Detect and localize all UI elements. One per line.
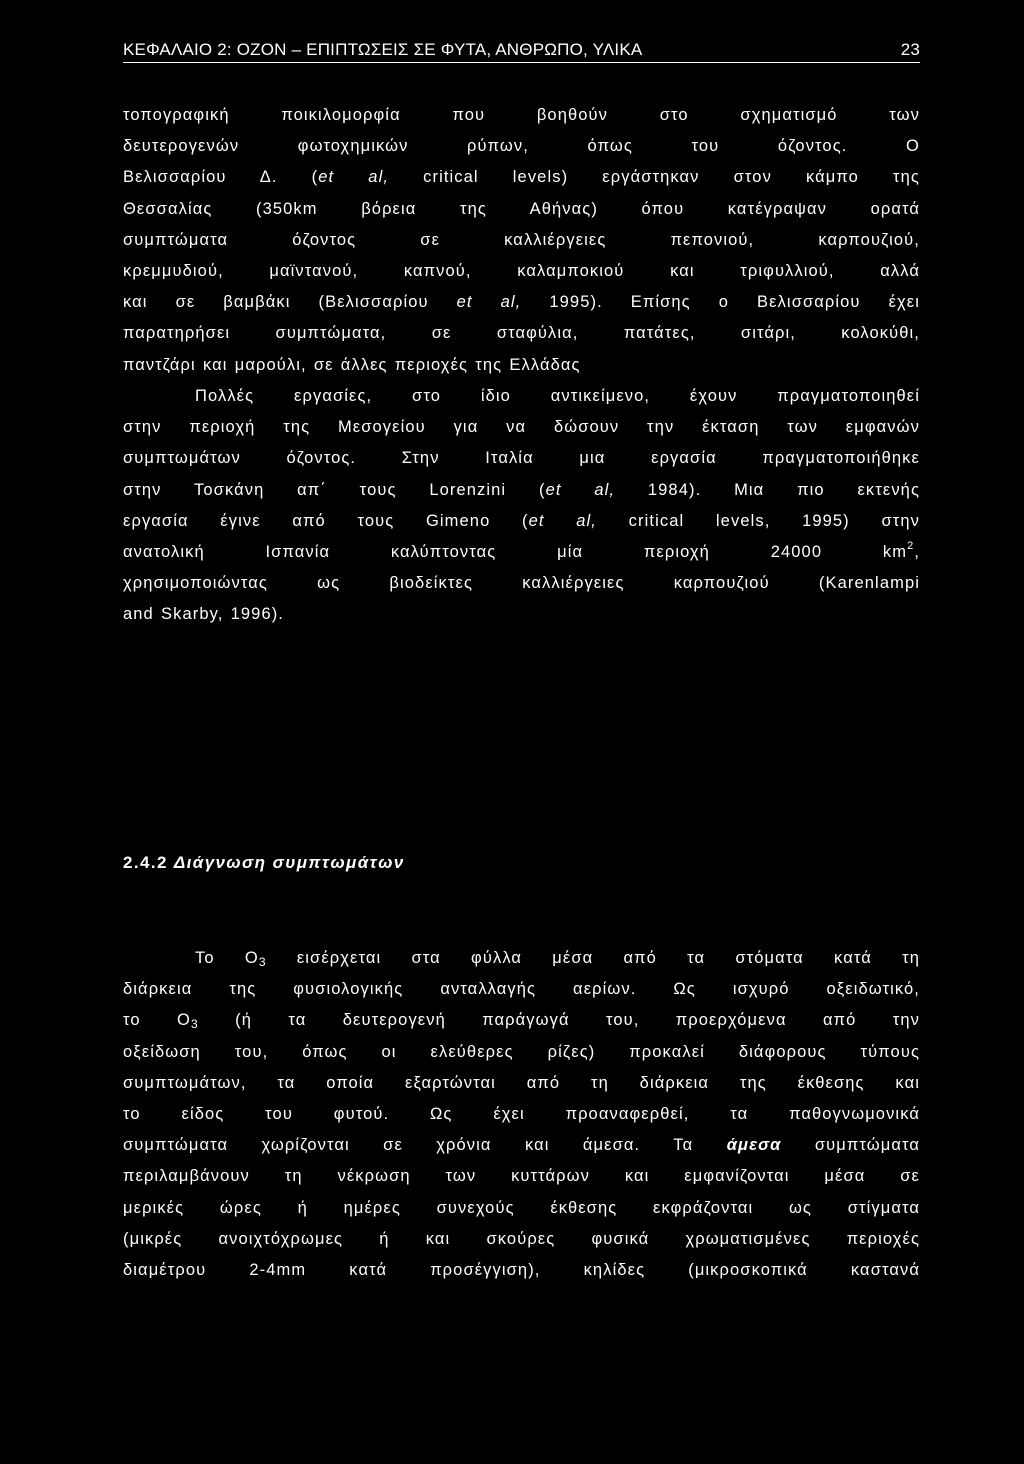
page-number: 23 (900, 40, 920, 59)
section-heading (123, 853, 405, 873)
text-line: διάρκεια της φυσιολογικής ανταλλαγής αερίων. Ως ισχυρό οξειδωτικό, (123, 980, 920, 999)
citation-etal: et al, (318, 168, 390, 187)
paragraph-3 (123, 943, 920, 1286)
text-line (123, 1130, 920, 1161)
text-line (123, 287, 920, 318)
text-span: εργασία έγινε από τους Gimeno ( (123, 511, 529, 530)
text-line (123, 506, 920, 537)
text-line: συμπτωμάτων όζοντος. Στην Ιταλία μια εργασία πραγματοποιήθηκε (123, 449, 920, 468)
text-span: , (914, 542, 920, 561)
text-line: στην περιοχή της Μεσογείου για να δώσουν την έκταση των εμφανών (123, 418, 920, 437)
text-line (123, 162, 920, 193)
text-line: μερικές ώρες ή ημέρες συνεχούς έκθεσης εκφράζονται ως στίγματα (123, 1198, 920, 1217)
text-span: συμπτώματα (781, 1136, 920, 1155)
paragraph-1 (123, 100, 920, 381)
text-span: και σε βαμβάκι (Βελισσαρίου (123, 293, 457, 312)
text-span: 1984). Μια πιο εκτενής (615, 480, 920, 499)
text-line: παρατηρήσει συμπτώματα, σε σταφύλια, πατάτες, σιτάρι, κολοκύθι, (123, 324, 920, 343)
text-line: περιλαμβάνουν τη νέκρωση των κυττάρων και εμφανίζονται μέσα σε (123, 1167, 920, 1186)
text-span: ανατολική Ισπανία καλύπτοντας μία περιοχή 24000 km (123, 542, 908, 561)
text-line (123, 943, 920, 974)
text-line: κρεμμυδιού, μαϊντανού, καπνού, καλαμποκιού και τριφυλλιού, αλλά (123, 261, 920, 280)
text-span: εισέρχεται στα φύλλα μέσα από τα στόματα κατά τη (266, 949, 920, 967)
text-span: (ή τα δευτερογενή παράγωγά του, προερχόμενα από την (198, 1011, 920, 1030)
text-span: critical levels) εργάστηκαν στον κάμπο της (389, 168, 920, 187)
text-line: διαμέτρου 2-4mm κατά προσέγγιση), κηλίδες (μικροσκοπικά καστανά (123, 1260, 920, 1279)
page (123, 40, 921, 1279)
text-line: and Skarby, 1996). (123, 605, 284, 624)
text-span: Βελισσαρίου Δ. ( (123, 168, 319, 187)
text-span: 1995). Επίσης ο Βελισσαρίου έχει (521, 293, 921, 312)
running-header (123, 40, 920, 63)
superscript: 2 (907, 539, 915, 552)
section-title: Διάγνωση συμπτωμάτων (173, 853, 405, 872)
paragraph-2 (123, 381, 920, 631)
text-span: critical levels, 1995) στην (597, 511, 920, 530)
citation-etal: et al, (545, 480, 616, 499)
chapter-title: ΚΕΦΑΛΑΙΟ 2: ΟΖΟΝ – ΕΠΙΠΤΩΣΕΙΣ ΣΕ ΦΥΤΑ, ΑΝΘΡΩΠΟ, ΥΛΙΚΑ (123, 40, 643, 59)
text-line: συμπτώματα όζοντος σε καλλιέργειες πεπονιού, καρπουζιού, (123, 230, 920, 249)
subscript: 3 (258, 955, 267, 969)
text-line: τοπογραφική ποικιλομορφία που βοηθούν στο σχηματισμό των (123, 106, 920, 124)
text-span: συμπτώματα χωρίζονται σε χρόνια και άμεσα. Τα (123, 1136, 727, 1155)
text-span: Το O (195, 949, 259, 967)
subscript: 3 (190, 1017, 199, 1032)
text-span: στην Τοσκάνη απ΄ τους Lorenzini ( (123, 480, 546, 499)
text-span: το O (123, 1011, 191, 1030)
text-line (123, 537, 920, 568)
text-line: παντζάρι και μαρούλι, σε άλλες περιοχές της Ελλάδας (123, 355, 581, 374)
text-line (123, 475, 920, 506)
text-line: το είδος του φυτού. Ως έχει προαναφερθεί, τα παθογνωμονικά (123, 1104, 920, 1123)
emphasis-bold: άμεσα (726, 1136, 782, 1155)
text-line: συμπτωμάτων, τα οποία εξαρτώνται από τη διάρκεια της έκθεσης και (123, 1073, 920, 1092)
text-line: (μικρές ανοιχτόχρωμες ή και σκούρες φυσικά χρωματισμένες περιοχές (123, 1229, 920, 1248)
citation-etal: et al, (528, 511, 597, 530)
text-line: χρησιμοποιώντας ως βιοδείκτες καλλιέργειες καρπουζιού (Karenlampi (123, 574, 920, 593)
text-line (123, 1005, 920, 1036)
text-line: Πολλές εργασίες, στο ίδιο αντικείμενο, έχουν πραγματοποιηθεί (195, 387, 920, 405)
text-line: Θεσσαλίας (350km βόρεια της Αθήνας) όπου κατέγραψαν ορατά (123, 199, 920, 218)
text-line: οξείδωση του, όπως οι ελεύθερες ρίζες) προκαλεί διάφορους τύπους (123, 1042, 920, 1061)
section-number: 2.4.2 (123, 853, 168, 872)
text-line: δευτερογενών φωτοχημικών ρύπων, όπως του όζοντος. Ο (123, 137, 920, 156)
citation-etal: et al, (456, 293, 522, 312)
